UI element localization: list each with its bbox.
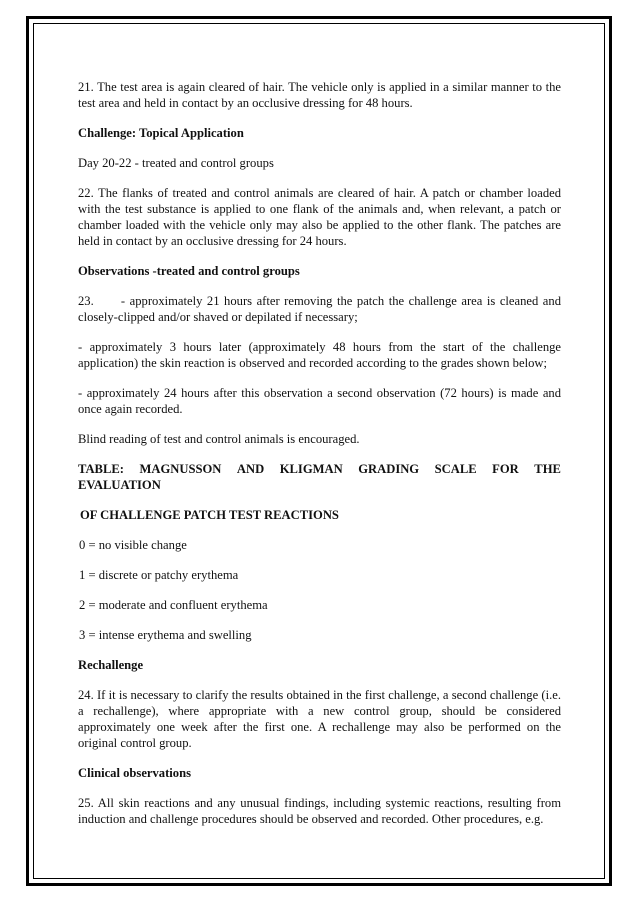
heading-rechallenge: Rechallenge [78,658,144,672]
table-title-line2: EVALUATION [78,478,161,492]
table-title-word: KLIGMAN [279,462,343,476]
table-title-word: TABLE: [78,462,124,476]
table-subtitle: OF CHALLENGE PATCH TEST REACTIONS [80,508,339,522]
paragraph-23: 23. - approximately 21 hours after removing the patch the challenge area is cleaned and closely-clipped and/or shaved or depilated if necessary; [78,294,565,324]
scale-item: 3 = intense erythema and swelling [79,628,252,642]
days-line: Day 20-22 - treated and control groups [78,156,274,170]
paragraph-23c: - approximately 24 hours after this observation a second observation (72 hours) is made and once again recorded. [78,386,561,416]
paragraph-22: 22. The flanks of treated and control animals are cleared of hair. A patch or chamber loaded with the test substance is applied to one flank of the animals and, when relevant, a patch or chamber loaded with the vehicle only may also be applied to the other flank. The patches are held in contact by an occlusive dressing for 24 hours. [78,186,561,248]
blind-reading-note: Blind reading of test and control animals is encouraged. [78,432,360,446]
scale-item: 1 = discrete or patchy erythema [79,568,239,582]
table-title-word: SCALE [434,462,477,476]
heading-observations: Observations -treated and control groups [78,264,300,278]
table-title-word: AND [236,462,265,476]
paragraph-25: 25. All skin reactions and any unusual findings, including systemic reactions, resulting from induction and challenge procedures should be observed and recorded. Other procedures, e.g. [78,796,561,826]
table-title-word: THE [534,462,561,476]
scale-item: 0 = no visible change [79,538,187,552]
table-title-word: GRADING [358,462,420,476]
heading-challenge: Challenge: Topical Application [78,126,244,140]
paragraph-23b: - approximately 3 hours later (approximately 48 hours from the start of the challenge application) the skin reaction is observed and recorded according to the grades shown below; [78,340,561,370]
table-title-word: FOR [492,462,519,476]
table-title [78,461,561,493]
heading-clinical-observations: Clinical observations [78,766,191,780]
table-title-word: MAGNUSSON [139,462,222,476]
paragraph-24: 24. If it is necessary to clarify the results obtained in the first challenge, a second challenge (i.e. a rechallenge), where appropriate with a new control group, should be considered approximately one week after the first one. A rechallenge may also be performed on the original control group. [78,688,561,750]
document-body [78,79,565,841]
paragraph-21: 21. The test area is again cleared of hair. The vehicle only is applied in a similar manner to the test area and held in contact by an occlusive dressing for 48 hours. [78,80,561,110]
scale-item: 2 = moderate and confluent erythema [79,598,268,612]
